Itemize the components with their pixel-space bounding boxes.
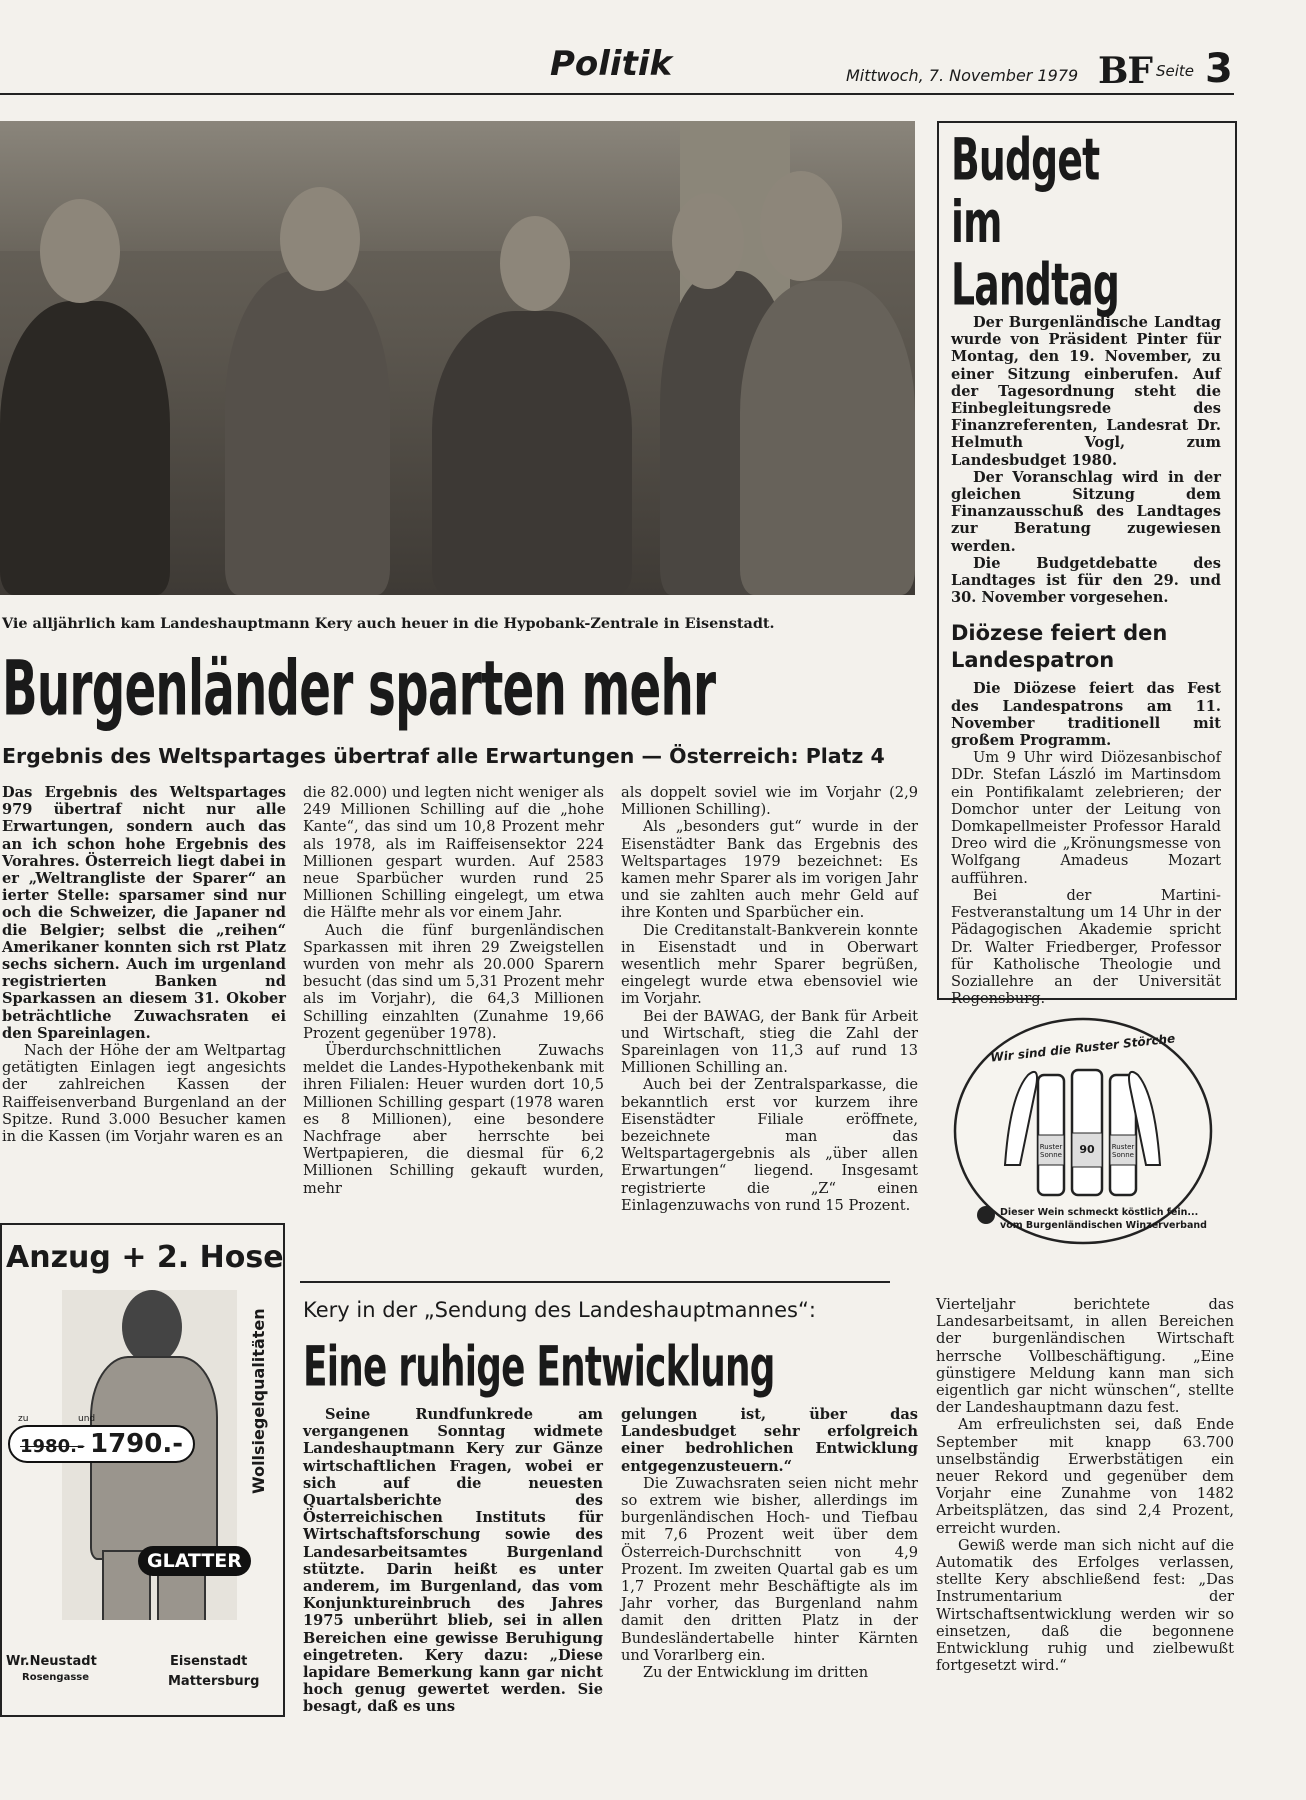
wine-ad-bottle-label: Ruster Sonne	[1039, 1143, 1063, 1159]
article-paragraph: als doppelt soviel wie im Vorjahr (2,9 Millionen Schilling).	[621, 784, 918, 819]
second-article-col1	[303, 1406, 603, 1716]
article-paragraph: Bei der BAWAG, der Bank für Arbeit und Wirtschaft, stieg die Zahl der Spareinlagen von 11,3 auf rund 13 Millionen Schilling an.	[621, 1007, 918, 1077]
person-figure	[432, 311, 632, 595]
article-paragraph: Überdurchschnittlichen Zuwachs meldet die Landes-Hypothekenbank mit ihren Filialen: Heuer wurden dort 10,5 Millionen Schilling gespart (1978 waren es 8 Millionen), eine besondere Nachfrage aber herrschte bei Wertpapieren, die diesmal für 6,2 Millionen Schilling gekauft wurden, mehr	[303, 1042, 604, 1197]
main-headline: Burgenländer sparten mehr	[2, 645, 716, 734]
wine-ad-slogan: vom Burgenländischen Winzerverband	[1000, 1220, 1207, 1231]
article-paragraph: Als „besonders gut“ wurde in der Eisenstädter Bank das Ergebnis des Weltspartages 1979 bezeichnet: Es kamen mehr Sparer als im vorigen Jahr und sie zahlten auch mehr Geld auf ihre Konten und Sparbücher ein.	[621, 818, 918, 922]
sidebar-paragraph: Die Diözese feiert das Fest des Landespatrons am 11. November traditionell mit großem Programm.	[951, 680, 1221, 750]
suit-ad-location-2: Eisenstadt	[170, 1654, 248, 1669]
sidebar-paragraph: Der Voranschlag wird in der gleichen Sitzung dem Finanzausschuß des Landtages zur Beratung zugewiesen werden.	[951, 468, 1221, 555]
sidebar-headline-2: Diözese feiert den Landespatron	[951, 621, 1168, 673]
wine-ad	[950, 1015, 1216, 1247]
article-paragraph: Am erfreulichsten sei, daß Ende September mit knapp 63.700 unselbständig Erwerbstätigen ein neuer Rekord und gegenüber dem Vorjahr eine Zunahme von 1482 Arbeitsplätzen, das sind 2,4 Prozent, erreicht wurden.	[936, 1416, 1234, 1537]
article-paragraph: Auch die fünf burgenländischen Sparkassen mit ihren 29 Zweigstellen wurden von mehr als 20.000 Sparern besucht (das sind um 5,31 Prozent mehr als im Vorjahr), die 64,3 Millionen Schilling einzahlten (Zunahme 19,66 Prozent gegenüber 1978).	[303, 921, 604, 1042]
article-paragraph: Die Zuwachsraten seien nicht mehr so extrem wie bisher, allerdings im burgenländischen Hoch- und Tiefbau mit 7,6 Prozent weit über dem Österreich-Durchschnitt von 4,9 Prozent. Im zweiten Quartal gab es um 1,7 Prozent mehr Beschäftigte als im Jahr vorher, das Burgenland nahm damit den dritten Platz in der Bundesländertabelle hinter Kärnten und Vorarlberg ein.	[621, 1474, 918, 1664]
second-article-headline: Eine ruhige Entwicklung	[303, 1334, 775, 1399]
suit-ad-location-2-sub: Mattersburg	[168, 1674, 260, 1689]
sidebar-headline: Budget im Landtag	[951, 125, 1120, 318]
article-paragraph: Seine Rundfunkrede am vergangenen Sonntag widmete Landeshauptmann Kery zur Gänze wirtschaftlichen Fragen, wobei er sich auf die neuesten Quartalsberichte des Österreichischen Instituts für Wirtschaftsforschung sowie des Landesarbeitsamtes Burgenland stützte. Darin heißt es unter anderem, im Burgenland, das vom Konjunktureinbruch des Jahres 1975 unberührt blieb, sei in allen Bereichen eine gewisse Beruhigung eingetreten. Kery dazu: „Diese lapidare Bemerkung kann gar nicht hoch genug gewertet werden. Sie besagt, daß es uns	[303, 1406, 603, 1716]
suit-ad-location-1-sub: Rosengasse	[22, 1672, 90, 1683]
second-article-kicker: Kery in der „Sendung des Landeshauptmannes“:	[303, 1298, 816, 1322]
news-photo	[0, 121, 915, 595]
masthead-logo: BF	[1098, 50, 1152, 92]
person-head	[280, 187, 360, 291]
wine-ad-bottle-label: Ruster Sonne	[1111, 1143, 1135, 1159]
second-article-col2	[621, 1406, 918, 1681]
wine-ad-bottle-label: 90	[1079, 1143, 1095, 1156]
header-rule	[0, 93, 1234, 95]
suit-ad-price-old: 1980.-	[20, 1436, 85, 1457]
sidebar-content	[951, 125, 1221, 1008]
person-figure	[740, 281, 915, 595]
person-figure	[225, 271, 390, 595]
sidebar-paragraph: Die Budgetdebatte des Landtages ist für den 29. und 30. November vorgesehen.	[951, 554, 1221, 607]
second-article-rule	[300, 1281, 890, 1283]
article-paragraph: Die Creditanstalt-Bankverein konnte in Eisenstadt und in Oberwart wesentlich mehr Sparer begrüßen, eingelegt wurde etwa ebensoviel wie im Vorjahr.	[621, 921, 918, 1008]
page-label: Seite	[1156, 62, 1195, 80]
article-paragraph: Nach der Höhe der am Weltpartag getätigten Einlagen iegt angesichts der zahlreichen Kassen der Raiffeisenverband Burgenland an der Spitze. Rund 3.000 Besucher kamen in die Kassen (im Vorjahr waren es an	[2, 1042, 286, 1146]
suit-ad-vertical-text: Wollsiegelqualitäten	[249, 1308, 268, 1494]
person-head	[500, 216, 570, 311]
main-subheadline: Ergebnis des Weltspartages übertraf alle Erwartungen — Österreich: Platz 4	[2, 744, 885, 768]
suit-ad-price-new-label: und	[78, 1414, 96, 1424]
article-paragraph: Zu der Entwicklung im dritten	[643, 1664, 869, 1682]
suit-ad-price-tag	[8, 1425, 195, 1463]
sidebar-paragraph: Um 9 Uhr wird Diözesanbischof DDr. Stefan László im Martinsdom ein Pontifikalamt zelebrieren; der Domchor unter der Leitung von Domkapellmeister Professor Harald Dreo wird die „Krönungsmesse von Wolfgang Amadeus Mozart aufführen.	[951, 749, 1221, 887]
article-paragraph: die 82.000) und legten nicht weniger als 249 Millionen Schilling auf die „hohe Kante“, das sind um 10,8 Prozent mehr als 1978, als im Raiffeisensektor 224 Millionen gespart wurden. Auf 2583 neue Sparbücher wurden rund 25 Millionen Schilling eingelegt, um etwa die Hälfte mehr als vor einem Jahr.	[303, 784, 604, 922]
article-paragraph: Auch bei der Zentralsparkasse, die bekanntlich erst vor kurzem ihre Eisenstädter Filiale eröffnete, bezeichnete man das Weltspartagergebnis als „über allen Erwartungen“ liegend. Insgesamt registrierte die „Z“ einen Einlagenzuwachs von rund 15 Prozent.	[621, 1076, 918, 1214]
suit-ad-brand: GLATTER	[138, 1546, 251, 1576]
sidebar-paragraph: Der Burgenländische Landtag wurde von Präsident Pinter für Montag, den 19. November, zu einer Sitzung einberufen. Auf der Tagesordnung steht die Einbegleitungsrede des Finanzreferenten, Landesrat Dr. Helmuth Vogl, zum Landesbudget 1980.	[951, 314, 1221, 469]
page-number: 3	[1205, 46, 1233, 92]
main-article-col3	[621, 784, 918, 1214]
wine-ad-banner: Wir sind die Ruster Störche	[989, 1031, 1176, 1065]
suit-ad-location-1: Wr.Neustadt	[6, 1654, 97, 1669]
person-figure	[0, 301, 170, 595]
article-paragraph: Vierteljahr berichtete das Landesarbeitsamt, in allen Bereichen der burgenländischen Wirtschaft herrsche Vollbeschäftigung. „Eine günstigere Meldung kann man sich eigentlich gar nicht wünschen“, stellte der Landeshauptmann dazu fest.	[936, 1296, 1234, 1417]
issue-date: Mittwoch, 7. November 1979	[846, 66, 1079, 85]
suit-ad-price-old-label: zu	[18, 1414, 29, 1424]
suit-ad-price-new: 1790.-	[89, 1429, 184, 1459]
wine-ad-slogan: Dieser Wein schmeckt köstlich fein...	[1000, 1207, 1199, 1218]
article-paragraph: Gewiß werde man sich nicht auf die Automatik des Erfolges verlassen, stellte Kery abschließend fest: „Das Instrumentarium der Wirtschaftsentwicklung werden wir so einsetzen, daß die begonnene Entwicklung ruhig und zielbewußt fortgesetzt wird.“	[936, 1536, 1234, 1675]
suit-ad-headline-main: Anzug + 2.	[6, 1240, 190, 1275]
article-lead: Das Ergebnis des Weltspartages 979 übertraf nicht nur alle Erwartungen, sondern auch das an ich schon hohe Ergebnis des Vorahres. Österreich liegt dabei in er „Weltrangliste der Sparer“ an ierter Stelle: sparsamer sind nur och die Schweizer, die Japaner nd die Belgier; selbst die „reihen“ Amerikaner konnten sich rst Platz sechs sichern. Auch im urgenland registrierten Banken nd Sparkassen an diesem 31. Okober beträchtliche Zuwachsraten ei den Spareinlagen.	[2, 784, 286, 1042]
person-head	[40, 199, 120, 303]
sidebar-paragraph: Bei der Martini-Festveranstaltung um 14 Uhr in der Pädagogischen Akademie spricht Dr. Walter Friedberger, Professor für Katholische Theologie und Soziallehre an der Universität Regensburg.	[951, 886, 1221, 1008]
main-article-col2	[303, 784, 604, 1197]
main-article-col1	[2, 784, 286, 1145]
article-paragraph: gelungen ist, über das Landesbudget sehr erfolgreich einer bedrohlichen Entwicklung entgegenzusteuern.“	[621, 1406, 918, 1475]
second-article-col3	[936, 1296, 1234, 1674]
person-head	[760, 171, 842, 281]
section-title: Politik	[550, 44, 673, 84]
person-head	[672, 193, 744, 289]
photo-caption: Vie alljährlich kam Landeshauptmann Kery auch heuer in die Hypobank-Zentrale in Eisenstadt.	[2, 615, 775, 632]
suit-ad-headline	[6, 1240, 284, 1275]
suit-ad-headline-suffix: Hose	[199, 1240, 284, 1275]
